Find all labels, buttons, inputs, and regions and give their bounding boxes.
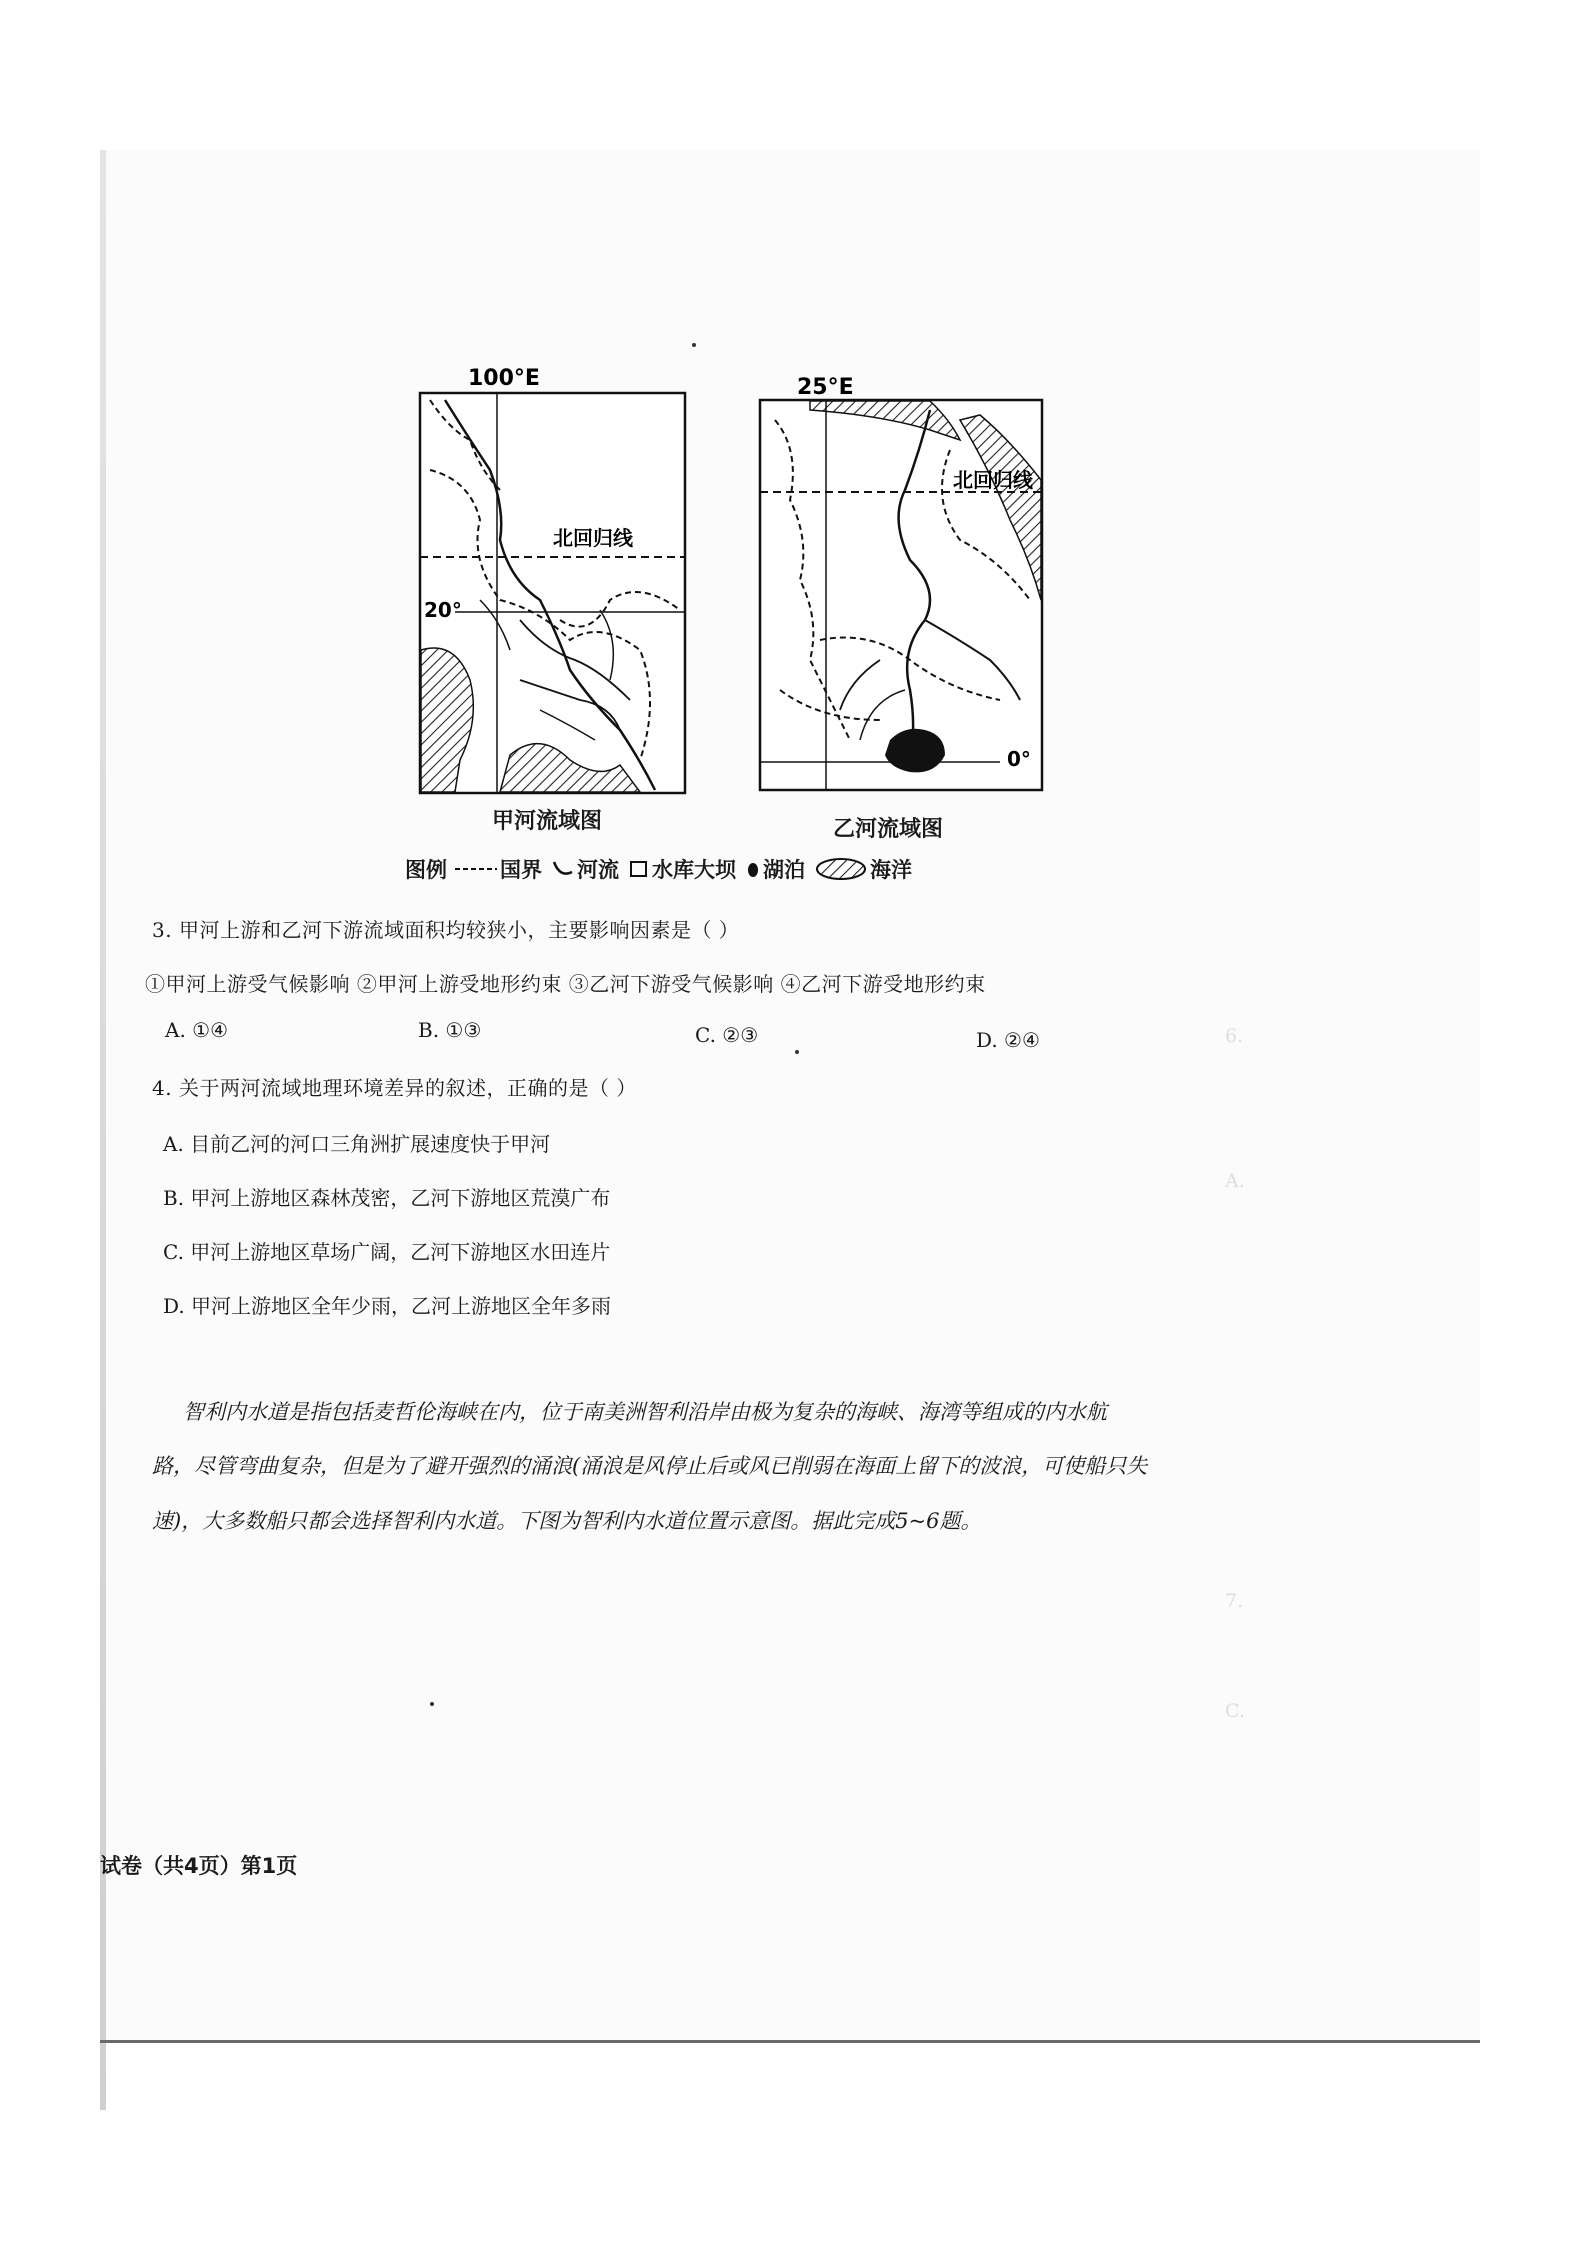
scan-speck [430,1702,434,1706]
question-3-statements: ①甲河上游受气候影响 ②甲河上游受地形约束 ③乙河下游受气候影响 ④乙河下游受地形约束 [145,972,986,996]
yi-latitude-label: 0° [1007,747,1031,771]
legend-label: 国界 [500,858,542,882]
lake-icon [746,860,760,878]
legend-item-border [455,854,542,884]
yi-map-caption: 乙河流域图 [833,817,944,842]
bleed-through-mark: 6. [1225,1025,1244,1047]
scan-speck [692,343,696,347]
bottom-rule [100,2040,1480,2043]
river-icon [552,858,574,880]
question-3-option-c[interactable]: C. ②③ [695,1023,759,1047]
jia-longitude-label: 100°E [468,366,540,391]
jia-latitude-label: 20° [424,598,462,622]
question-4-option-c[interactable]: C. 甲河上游地区草场广阔，乙河下游地区水田连片 [163,1240,611,1264]
jia-tropic-label: 北回归线 [553,526,633,550]
question-4-option-a[interactable]: A. 目前乙河的河口三角洲扩展速度快于甲河 [163,1132,551,1156]
hatched-ocean-icon [815,857,867,881]
legend-item-lake [746,854,805,884]
question-4-option-d[interactable]: D. 甲河上游地区全年少雨，乙河上游地区全年多雨 [163,1294,612,1318]
question-3-option-a[interactable]: A. ①④ [165,1018,229,1042]
legend-label: 湖泊 [763,858,805,882]
question-3-option-b[interactable]: B. ①③ [418,1018,482,1042]
passage-line: 路，尽管弯曲复杂，但是为了避开强烈的涌浪(涌浪是风停止后或风已削弱在海面上留下的波浪，可使船只失 [152,1454,1148,1478]
dashed-line-icon [455,864,497,874]
yi-river-map [760,400,1042,790]
legend-label: 海洋 [870,858,912,882]
legend-item-dam [629,854,736,884]
question-3-option-d[interactable]: D. ②④ [976,1028,1040,1052]
yi-longitude-label: 25°E [797,375,854,400]
question-4-stem: 4. 关于两河流域地理环境差异的叙述，正确的是（ ） [152,1076,637,1100]
jia-map-caption: 甲河流域图 [492,809,603,834]
river-basin-maps-figure [0,0,1586,900]
jia-river-map [420,393,685,793]
question-4-option-b[interactable]: B. 甲河上游地区森林茂密，乙河下游地区荒漠广布 [163,1186,611,1210]
legend-title: 图例 [405,858,447,882]
bleed-through-mark: C. [1225,1700,1245,1722]
legend-item-ocean [815,854,912,884]
scan-speck [795,1050,799,1054]
dam-icon [629,859,649,879]
yi-tropic-label: 北回归线 [953,468,1033,492]
page-footer: 试卷（共4页）第1页 [100,1854,298,1878]
legend-label: 水库大坝 [652,858,736,882]
map-legend [405,854,1105,884]
passage-line: 智利内水道是指包括麦哲伦海峡在内，位于南美洲智利沿岸由极为复杂的海峡、海湾等组成的内水航 [183,1400,1107,1424]
bleed-through-mark: A. [1225,1170,1245,1192]
bleed-through-mark: 7. [1225,1590,1244,1612]
passage-line: 速)，大多数船只都会选择智利内水道。下图为智利内水道位置示意图。据此完成5~6题。 [152,1509,982,1533]
legend-item-river [552,854,619,884]
question-3-stem: 3. 甲河上游和乙河下游流域面积均较狭小，主要影响因素是（ ） [152,918,740,942]
legend-label: 河流 [577,858,619,882]
